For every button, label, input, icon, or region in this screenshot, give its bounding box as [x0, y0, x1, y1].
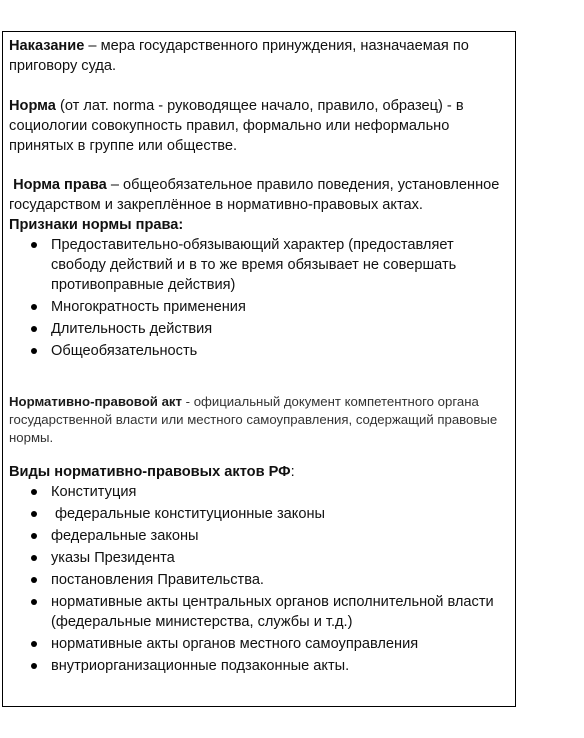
bullet-icon [31, 577, 37, 583]
punishment-text: – мера государственного принуждения, назначаемая по приговору суда. [9, 38, 469, 74]
bullet-icon [31, 663, 37, 669]
bullet-icon [31, 599, 37, 605]
list-item: Предоставительно-обязывающий характер (предоставляет свободу действий и в то же время обязывает не совершать противоправные действия) [9, 235, 509, 295]
list-item: федеральные конституционные законы [9, 504, 509, 524]
bullet-icon [31, 511, 37, 517]
act-text: - официальный документ компетентного органа государственной власти или местного самоуправления, содержащий правовые нормы. [9, 394, 498, 445]
norm-text: (от лат. norma - руководящее начало, правило, образец) - в социологии совокупность правил, формально или неформально принятых в группе или обществе. [9, 98, 464, 154]
law-norm-text: – общеобязательное правило поведения, установленное государством и закреплённое в нормативно-правовых актах. [9, 177, 500, 213]
bullet-icon [31, 641, 37, 647]
norm-definition [9, 96, 509, 156]
bullet-icon [31, 304, 37, 310]
term-law-norm: Норма права [13, 177, 107, 193]
list-item: Общеобязательность [9, 341, 509, 361]
features-heading: Признаки нормы права: [9, 217, 184, 233]
bullet-icon [31, 489, 37, 495]
bullet-icon [31, 533, 37, 539]
term-norm: Норма [9, 98, 56, 114]
act-types-heading: Виды нормативно-правовых актов РФ: [9, 464, 295, 480]
law-norm-definition [9, 175, 509, 215]
act-definition [9, 393, 509, 447]
list-item: нормативные акты центральных органов исполнительной власти (федеральные министерства, службы и т.д.) [9, 592, 509, 632]
list-item: внутриорганизационные подзаконные акты. [9, 656, 509, 676]
list-item: указы Президента [9, 548, 509, 568]
list-item: Многократность применения [9, 297, 509, 317]
punishment-definition [9, 36, 509, 76]
bullet-icon [31, 348, 37, 354]
features-list [9, 235, 509, 361]
term-punishment: Наказание [9, 38, 85, 54]
bullet-icon [31, 242, 37, 248]
document-body [9, 36, 509, 678]
list-item: федеральные законы [9, 526, 509, 546]
term-act: Нормативно-правовой акт [9, 394, 182, 409]
list-item: Конституция [9, 482, 509, 502]
act-types-list [9, 482, 509, 676]
list-item: нормативные акты органов местного самоуправления [9, 634, 509, 654]
bullet-icon [31, 326, 37, 332]
list-item: Длительность действия [9, 319, 509, 339]
bullet-icon [31, 555, 37, 561]
list-item: постановления Правительства. [9, 570, 509, 590]
